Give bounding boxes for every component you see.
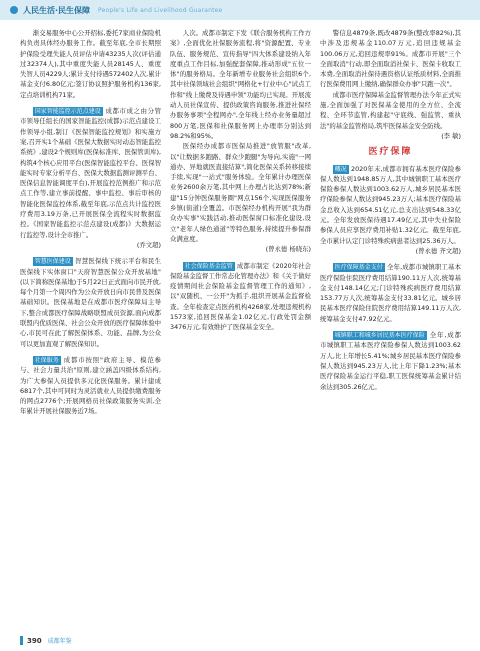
column-1 (20, 28, 161, 417)
topic-tag: 社保服务 (34, 356, 59, 364)
paragraph: 医保经办成都市医保局推进"放管服"改革,以"让数据多跑路、群众少跑腿"为导向,实施"一网通办、异地就医直接结算",简化医保关系转移接续手续,实现"一站式"服务体验。全年累计办理医保业务2600余万笔,其中网上办理占比达到78%;新建"15分钟医保服务圈"网点156个,实现医保服务乡镇(街道)全覆盖。市医保经办机构开展"我为群众办实事"实践活动,推动医保窗口标准化建设,设立"老年人绿色通道"等特色服务,持续提升参保群众满意度。 (170, 142, 311, 243)
page-header (0, 0, 480, 20)
section-heading: 医疗保障 (368, 147, 413, 158)
page-footer (20, 636, 72, 645)
paragraph-text: 2020年末,成都市拥有基本医疗保险参保人数达到1948.85万人,其中城镇职工基本医疗保险参保人数达到1003.62万人,城乡居民基本医疗保险参保人数达到945.23万人;基本医疗保险基金总收入达到654.51亿元,总支出达到548.33亿元。全年发放医保待遇17.49亿元,其中失业保险参保人员应享医疗费用补贴1.32亿元。截至年底,全市累计认定门诊特殊疾病患者达到25.36万人。 (320, 164, 461, 245)
topic-tag: 城镇职工和城乡居民基本医疗保险 (334, 332, 425, 340)
paragraph (20, 256, 161, 349)
paragraph: 人次。成都市制定下发《联合服务机构工作方案》,全面优化社保服务流程,将"资源配置、专业队伍、服务规范、宣传指导"四大体系建设纳入年度重点工作目标,加强配套保障,推动形成"五位一体"的服务格局。全年新增专业服务社会组织6个,其中社保领域社会组织"网格化+行业中心"试点工作和"线上缴费及待遇申领"功能均已实现。开展流动人员社保宣传、提供政策咨询服务,推进社保经办服务事项"全程网办",全年线上经办业务量超过800万笔,医保和社保服务网上办理率分别达到98.2%和95%。 (170, 29, 311, 140)
topic-tag: 智慧医保建设 (34, 258, 71, 266)
paragraph-text: 全年,成都市城镇职工基本医疗保险参保人数达到1003.62万人,比上年增长5.41%;城乡居民基本医疗保险参保人数达到945.23万人,比上年下降1.23%;基本医疗保险基金运行平稳,职工医保统筹基金累计结余达到305.26亿元。 (320, 331, 461, 391)
section-dot-icon (10, 6, 18, 14)
topic-tag: 国家智能监控示范点建设 (34, 108, 101, 116)
column-2 (170, 28, 311, 333)
paragraph-text: 成都市按照"政府主导、模范参与、社会力量共治"原则,建立涵盖四级体系结构,为广大参保人员提供多元化医保服务。累计建成6817个,其中可同时为灵活就业人员提供缴费服务的网点2776个;开展网格员社保政策服务实训,全年累计开展社保服务近7场。 (20, 355, 161, 416)
paragraph-text: 成都市制定《2020年社会保险基金监督工作常态化管理办法》和《关于做好疫情期间社会保险基金监督管理工作的通知》,以"双随机、一公开"为抓手,组织开展基金监督检查。全年检查定点医药机构4268家,处理违规机构1573家,追回医保基金1.02亿元,行政处罚金额3476万元,有效维护了医保基金安全。 (170, 261, 311, 332)
author: (乔文超) (136, 240, 161, 249)
author: (李 敏) (441, 131, 461, 140)
paragraph (170, 261, 311, 333)
section-subtitle: People's Life and Livelihood Guarantee (98, 6, 223, 14)
topic-tag: 概况 (334, 165, 347, 173)
paragraph: 渐交易服务中心公开招标,委托7家商业保险机构负责具体经办服务工作。截至年底,全市长期照护保险受理失能人员评估申请43235人次(评估通过32374人),其中重度失能人员28145人、重度失智人员4229人;累计支付待遇572402人次,累计基金支付6.80亿元;签订协议照护服务机构136家,定点培训机构71家。 (20, 29, 161, 99)
footer-brand: 成都年鉴 (47, 638, 72, 645)
topic-tag: 社会保险基金监管 (184, 262, 233, 270)
author: (曾永德 齐文超) (415, 246, 461, 255)
paragraph: 警信息4879条,既改4879条(整改率82%),其中涉及违规基金110.07万元,追回违规基金100.06万元,追回违规率91%。成都市开展"三个全面取消"行动,即全面取消社保卡、医保卡收取工本费,全面取消社保待遇资格认证纸质材料,全面推行医保费用网上缴纳,确保群众办事"只跑一次"。 (320, 29, 461, 89)
paragraph (20, 106, 161, 240)
paragraph (20, 355, 161, 417)
page-number: 390 (27, 636, 42, 645)
paragraph (320, 330, 461, 392)
paragraph-text: 全年,成都市城镇职工基本医疗保险住院医疗费用结算190.11万人次,统筹基金支付148.14亿元;门诊特殊疾病医疗费用结算153.77万人次,统筹基金支付33.81亿元。城乡居民基本医疗保险住院医疗费用结算149.11万人次,统筹基金支付47.92亿元。 (320, 263, 461, 323)
paragraph (320, 164, 461, 246)
paragraph-text: 成都市成之由分管市领导任组长的国家智能监控(成都)示范点建设工作领导小组,制订《医保智能监控规划》和实施方案,召开实1个基础《医保大数据实时动态智能监控系统》,建设2个规则库(医保标准库、医保管训库),构筑4个核心应用平台(医保智能监控平台、医保智能实时专家分析平台、医保大数据监测评测平台、医保信息智能调度平台),开展监控范例推广和示范点工作等,建立事前提醒、事中监控、事后审核的智能化医保监控体系,截至年底,示范点共计监控医疗费用3.19万条,已开展医保全流程实时数据监控。《国家智能监控示范点建设(成都)》大数据运行监控等,设计全市推广。 (20, 107, 161, 239)
author: (曾永德 杨晓东) (265, 245, 311, 254)
column-3 (320, 28, 461, 392)
paragraph-text: 智慧医保线下统示平台和民生医保线下实体窗口"天府智慧医保公众开放基地"(以下简称医保基地)于5月22日正式面向市民开放,每个月第一个周四作为公众开放日向市民普及医保基础知识。医保基地是在成都市医疗保障局主导下,整合成都医疗保障战略联盟成员资源,面向成都联盟内优质医保、社会公众开放的医疗保障体验中心,市民可在此了解医保体系、功能、品牌,为公众可以更加直观了解医保知识。 (20, 257, 161, 348)
topic-tag: 医疗保障基金支付 (334, 264, 383, 272)
footer-accent-bar (20, 636, 23, 645)
paragraph (320, 262, 461, 324)
section-title: 人民生活·民生保障 (23, 5, 91, 15)
paragraph: 成都市医疗保障基金监督管理办法今年正式实施,全面加强了对医保基金使用的全方位、全流程、全环节监管,构建起"守底线、强监管、重执法"的基金监管格局,筑牢医保基金安全防线。 (320, 90, 461, 130)
